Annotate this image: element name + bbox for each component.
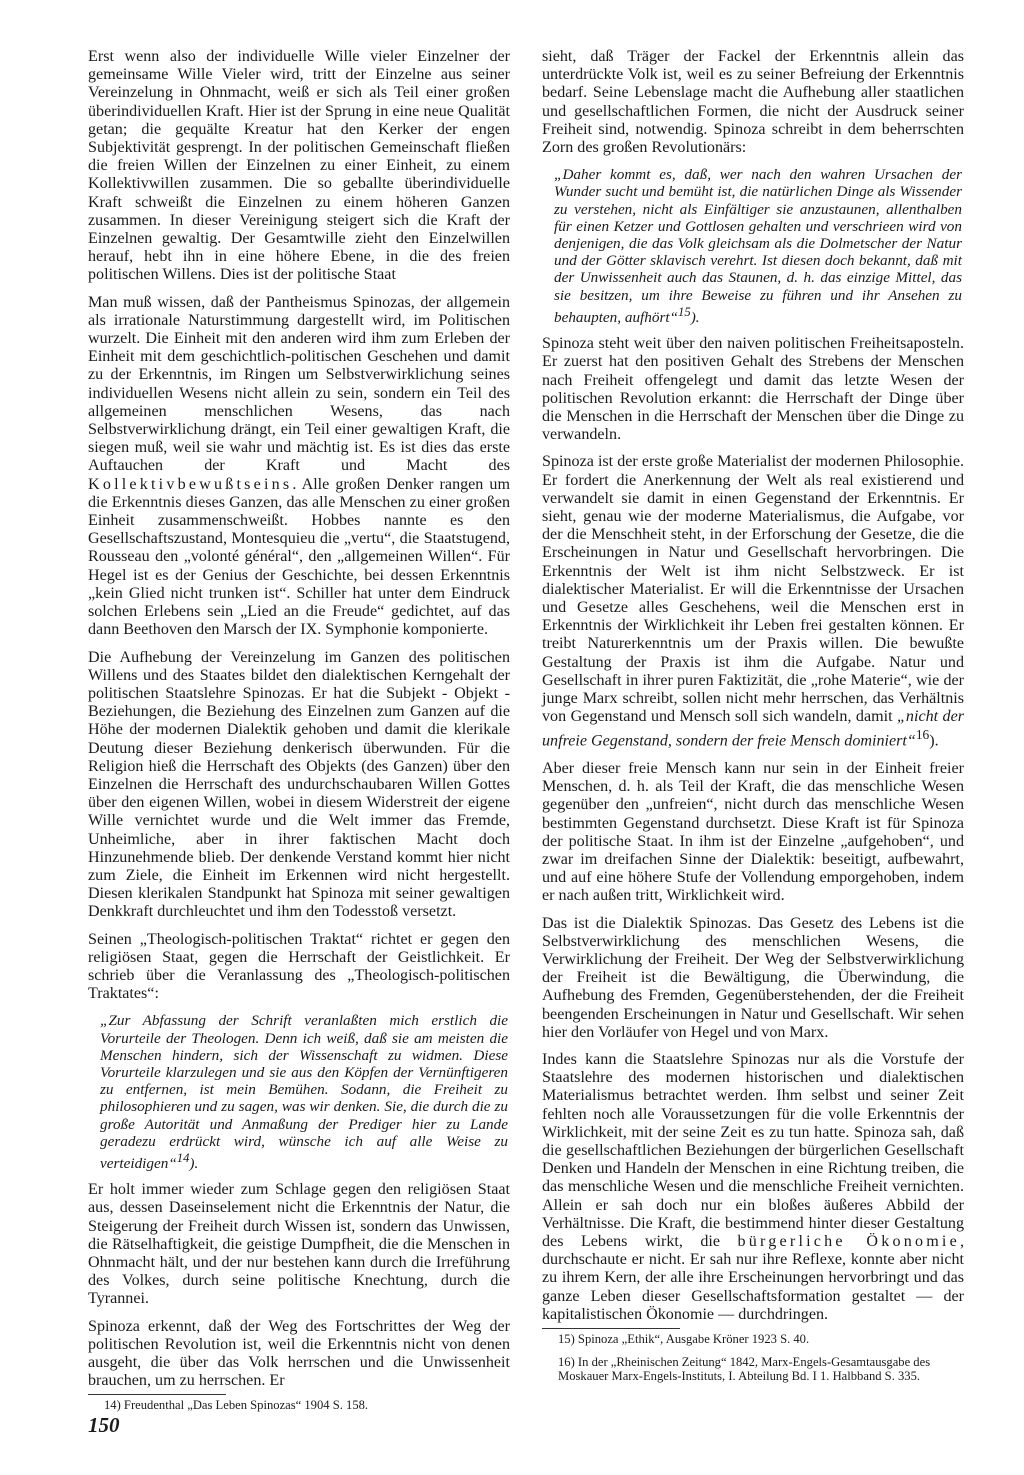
right-paragraph-4: Aber dieser freie Mensch kann nur sein in der Einheit freier Menschen, d. h. als Teil der Kraft, die das menschliche Wesen gegenüber den „unfreien“, nicht durch das menschliche Wesen bestimmten Gegenstand durchsetzt. Diese Kraft ist für Spinoza der politische Staat. In ihm ist der Einzelne „aufgehoben“, und zwar im dreifachen Sinne der Dialektik: beseitigt, aufbewahrt, und auf eine höhere Stufe der Vollendung emporgehoben, indem er nach außen tritt, Wirklichkeit wird. bbox=[542, 759, 964, 905]
right-paragraph-3-text: Spinoza ist der erste große Materialist der modernen Philosophie. Er fordert die Anerkennung der Welt als real existierend und verwandelt sie damit in einen Gegenstand der Erkenntnis. Er sieht, genau wie der moderne Materialismus, die Aufgabe, vor der die Menschheit steht, in der Erforschung der Gesetze, die die Erscheinungen in Natur und Gesellschaft hervorbringen. Die Erkenntnis der Welt ist ihm nicht Selbstzweck. Er ist dialektischer Materialist. Er will die Erkenntnisse der Ursachen und Gesetze alles Geschehens, weil die Menschen erst in Erkenntnis der Wirklichkeit ihr Leben frei gestalten können. Er treibt Naturerkenntnis um der Praxis willen. Die bewußte Gestaltung der Praxis ist ihm die Aufgabe. Natur und Gesellschaft in ihrer puren Faktizität, die „rohe Materie“, wie der junge Marx schreibt, sollen nicht mehr herrschen, das Verhältnis von Gegenstand und Mensch soll sich wandeln, damit bbox=[542, 453, 964, 726]
footnote-ref-14: 14 bbox=[176, 1150, 190, 1165]
left-paragraph-3: Die Aufhebung der Vereinzelung im Ganzen des politischen Willens und des Staates bildet den dialektischen Kerngehalt der politischen Staatslehre Spinozas. Er hat die Subjekt - Objekt - Beziehungen, die Beziehung des Einzelnen zum Ganzen auf die Höhe der modernen Dialektik gehoben und damit die klerikale Deutung dieser Beziehung denkerisch überwunden. Für die Religion hieß die Herrschaft des Objekts (des Ganzen) über den Einzelnen die Herrschaft des undurchschaubaren Willen Gottes über den eigenen Willen, wobei in diesem Widerstreit der eigene Wille vernichtet wurde und die Welt immer das Fremde, Unheimliche, aber in ihrer faktischen Macht doch Hinzunehmende blieb. Der denkende Verstand kommt hier nicht zum Ziele, die Einheit im Erkennen wird nicht hergestellt. Diesen klerikalen Standpunkt hat Spinoza mit seiner gewaltigen Denkkraft durchleuchtet und ihm den Todesstoß versetzt. bbox=[88, 648, 510, 921]
footnote-divider-right bbox=[542, 1328, 680, 1329]
footnote-16: 16) In der „Rheinischen Zeitung“ 1842, Marx-Engels-Gesamtausgabe des Moskauer Marx-Engels-Instituts, I. Abteilung Bd. I 1. Halbband S. 335. bbox=[558, 1355, 931, 1384]
right-paragraph-6-start: Indes kann die Staatslehre Spinozas nur als die Vorstufe der Staatslehre des modernen historischen und dialektischen Materialismus betrachtet werden. Ihm selbst und seiner Zeit fehlten noch alle Voraussetzungen für die volle Erkenntnis der Wirklichkeit, mit der seine Zeit es zu tun hatte. Spinoza sah, daß die gesellschaftlichen Beziehungen der bürgerlichen Gesellschaft Denken und Handeln der Menschen in eine Richtung treiben, die das menschliche Wesen und die menschliche Freiheit vernichten. Allein er sah doch nur ein bloßes äußeres Abbild der Verhältnisse. Die Kraft, die bestimmend hinter dieser Gestaltung des Lebens wirkt, die bbox=[542, 1050, 964, 1251]
footnote-14: 14) Freudenthal „Das Leben Spinozas“ 1904 S. 158. bbox=[104, 1398, 369, 1413]
footnote-ref-15: 15 bbox=[678, 304, 691, 319]
left-paragraph-1: Erst wenn also der individuelle Wille vieler Einzelner der gemeinsame Wille Vieler wird, tritt der Einzelne aus seiner Vereinzelung in Ohnmacht, weiß er sich als Teil einer großen überindividuellen Kraft. Hier ist der Sprung in eine neue Qualität getan; die gequälte Kreatur hat den Kerker der engen Subjektivität gesprengt. In der politischen Gemeinschaft fließen die freien Willen der Einzelnen zu einer Einheit, zu einem Kollektivwillen zusammen. Die so geballte überindividuelle Kraft schweißt die Einzelnen zu einem höheren Ganzen zusammen. In dieser Vereinigung steigert sich die Kraft der Einzelnen gewaltig. Der Gesamtwille zieht den Einzelwillen herauf, hebt ihn in eine höhere Ebene, in die des freien politischen Willens. Dies ist der politische Staat bbox=[88, 48, 510, 284]
left-paragraph-2-end: . Alle großen Denker rangen um die Erkenntnis dieses Ganzen, das alle Menschen zu einer großen Einheit zusammenschweißt. Hobbes nannte es den Gesellschaftszustand, Montesquieu die „vertu“, die Staatstugend, Rousseau den „volonté général“, den „allgemeinen Willen“. Für Hegel ist es der Genius der Geschichte, bei dessen Erkenntnis „kein Glied nicht trunken ist“. Schiller hat unter dem Eindruck solchen Erlebens sein „Lied an die Freude“ gedichtet, auf das dann Beethoven den Marsch der IX. Symphonie komponierte. bbox=[88, 475, 510, 639]
footnote-ref-16: 16 bbox=[915, 727, 930, 743]
footnote-15: 15) Spinoza „Ethik“, Ausgabe Kröner 1923 S. 40. bbox=[558, 1332, 810, 1347]
left-column bbox=[88, 48, 510, 1422]
left-paragraph-4: Seinen „Theologisch-politischen Traktat“ richtet er gegen den religiösen Staat, gegen die Herrschaft der Geistlichkeit. Er schrieb über die Veranlassung des „Theologisch-politischen Traktates“: bbox=[88, 930, 510, 1003]
quote-2-text: „Daher kommt es, daß, wer nach den wahren Ursachen der Wunder sucht und bemüht ist, die natürlichen Dinge als Wissender zu verstehen, nicht als Einfältiger sie anzustaunen, allenthalben für einen Ketzer und Gottlosen gehalten und verschrieen wird von denjenigen, die das Volk gleichsam als die Dolmetscher der Natur und der Götter sklavisch verehrt. Ist diesen doch bekannt, daß mit der Unwissenheit auch das Staunen, d. h. das einzige Mittel, das sie besitzen, um ihre Beweise zu führen und ihr Ansehen zu behaupten, aufhört“ bbox=[554, 166, 962, 326]
left-paragraph-2 bbox=[88, 294, 510, 640]
right-paragraph-1: sieht, daß Träger der Fackel der Erkenntnis allein das unterdrückte Volk ist, weil es zu seiner Befreiung der Erkenntnis bedarf. Seine Lebenslage macht die Aufhebung aller staatlichen und gesellschaftlichen Formen, die nicht der Ausdruck seiner Freiheit sind, notwendig. Spinoza schreibt in dem beherrschten Zorn des großen Revolutionärs: bbox=[542, 48, 964, 157]
right-paragraph-5: Das ist die Dialektik Spinozas. Das Gesetz des Lebens ist die Selbstverwirklichung des menschlichen Wesens, die Verwirklichung der Freiheit. Der Weg der Selbstverwirklichung der Freiheit ist die Bewältigung, die Überwindung, die Aufhebung des Fremden, Gegenüberstehenden, der die Freiheit beengenden Erscheinungen in Natur und Gesellschaft. Wir sehen hier den Vorläufer von Hegel und von Marx. bbox=[542, 914, 964, 1041]
right-paragraph-6 bbox=[542, 1051, 964, 1324]
spaced-term-buergerliche-oekonomie: bürgerliche Ökonomie bbox=[737, 1233, 960, 1251]
spaced-term-kollektivbewusstsein: Kollektivbewußtseins bbox=[88, 475, 293, 493]
right-paragraph-6-end: , durchschaute er nicht. Er sah nur ihre Reflexe, konnte aber nicht zu ihrem Kern, der alle ihre Erscheinungen hervorbringt und das ganze Leben dieser Gesellschaftsformation gestaltet — der kapitalistischen Ökonomie — durchdringen. bbox=[542, 1233, 964, 1323]
right-paragraph-2: Spinoza steht weit über den naiven politischen Freiheitsaposteln. Er zuerst hat den positiven Gehalt des Strebens der Menschen nach Freiheit offengelegt und damit das letzte Wesen der politischen Revolution erkannt: die Herrschaft der Dinge über die Menschen in die Herrschaft der Menschen über die Dinge zu verwandeln. bbox=[542, 335, 964, 444]
right-column bbox=[542, 48, 964, 1393]
left-paragraph-5: Er holt immer wieder zum Schlage gegen den religiösen Staat aus, dessen Daseinselement nicht die Erkenntnis der Natur, die Steigerung der Freiheit durch Wissen ist, sondern das Unwissen, die Rätselhaftigkeit, die geistige Dumpfheit, die die Menschen in Ohnmacht hält, und der nur bestehen kann durch die Irreführung des Volkes, durch seine politische Knechtung, durch die Tyrannei. bbox=[88, 1181, 510, 1308]
footnote-divider bbox=[88, 1394, 226, 1395]
right-paragraph-3: Spinoza ist der erste große Materialist der modernen Philosophie. Er fordert die Anerkennung der Welt als real existierend und verwandelt sie damit in einen Gegenstand der Erkenntnis. Er sieht, genau wie der moderne Materialismus, die Aufgabe, vor der die Menschheit steht, in der Erforschung der Gesetze, die die Erscheinungen in Natur und Gesellschaft hervorbringen. Die Erkenntnis der Welt ist ihm nicht Selbstzweck. Er ist dialektischer Materialist. Er will die Erkenntnisse der Ursachen und Gesetze alles Geschehens, weil die Menschen erst in Erkenntnis der Wirklichkeit ihr Leben frei gestalten können. Er treibt Naturerkenntnis um der Praxis willen. Die bewußte Gestaltung der Praxis ist ihm die Aufgabe. Natur und Gesellschaft in ihrer puren Faktizität, die „rohe Materie“, wie der junge Marx schreibt, sollen nicht mehr herrschen, das Verhältnis von Gegenstand und Mensch soll sich wandeln, damit „nicht der unfreie Gegenstand, sondern der freie Mensch dominiert“$^{16}$). bbox=[542, 453, 964, 750]
page-number: 150 bbox=[88, 1413, 120, 1437]
quote-1-text: „Zur Abfassung der Schrift veranlaßten mich erstlich die Vorurteile der Theologen. Denn ich weiß, daß sie am meisten die Menschen hindern, sich der Wissenschaft zu widmen. Diese Vorurteile klarzulegen und sie aus den Köpfen der Vernünftigeren zu entfernen, ist mein Bemühen. Sodann, die Freiheit zu philosophieren und zu sagen, was wir denken. Sie, die durch die zu große Autorität und Anmaßung der Prediger hier zu Lande geradezu erdrückt wird, wünsche ich auf alle Weise zu verteidigen“ bbox=[100, 1012, 508, 1173]
left-paragraph-2-start: Man muß wissen, daß der Pantheismus Spinozas, der allgemein als irrationale Naturstimmung dargestellt wird, im Politischen wurzelt. Die Einheit mit den anderen wird ihm zum Erleben der Einheit mit dem geschichtlich-politischen Geschehen und damit zu der Erkenntnis, im Ringen um Selbstverwirklichung seines individuellen Wesens nicht allein zu sein, sondern ein Teil des allgemeinen menschlichen Wesens, das nach Selbstverwirklichung drängt, ein Teil einer gewaltigen Kraft, die siegen muß, weil sie wahr und mächtig ist. Es ist dies das erste Auftauchen der Kraft und Macht des bbox=[88, 293, 510, 475]
quote-theologisch-politischer-traktat: „Zur Abfassung der Schrift veranlaßten mich erstlich die Vorurteile der Theologen. Denn ich weiß, daß sie am meisten die Menschen hindern, sich der Wissenschaft zu widmen. Diese Vorurteile klarzulegen und sie aus den Köpfen der Vernünftigeren zu entfernen, ist mein Bemühen. Sodann, die Freiheit zu philosophieren und zu sagen, was wir denken. Sie, die durch die zu große Autorität und Anmaßung der Prediger hier zu Lande geradezu erdrückt wird, wünsche ich auf alle Weise zu verteidigen“$^{14}$). bbox=[100, 1012, 508, 1173]
quote-wunder: „Daher kommt es, daß, wer nach den wahren Ursachen der Wunder sucht und bemüht ist, die natürlichen Dinge als Wissender zu verstehen, nicht als Einfältiger sie anzustaunen, allenthalben für einen Ketzer und Gottlosen gehalten und verschrieen wird von denjenigen, die das Volk gleichsam als die Dolmetscher der Natur und der Götter sklavisch verehrt. Ist diesen doch bekannt, daß mit der Unwissenheit auch das Staunen, d. h. das einzige Mittel, das sie besitzen, um ihre Beweise zu führen und ihr Ansehen zu behaupten, aufhört“$^{15}$). bbox=[554, 166, 962, 326]
right-paragraph-3-quote: „nicht der unfreie Gegenstand, sondern der freie Mensch dominiert“ bbox=[542, 708, 964, 750]
left-paragraph-6: Spinoza erkennt, daß der Weg des Fortschrittes der Weg der politischen Revolution ist, weil die Erkenntnis nicht von denen ausgeht, die über das Volk herrschen und die Unwissenheit brauchen, um zu herrschen. Er bbox=[88, 1317, 510, 1390]
